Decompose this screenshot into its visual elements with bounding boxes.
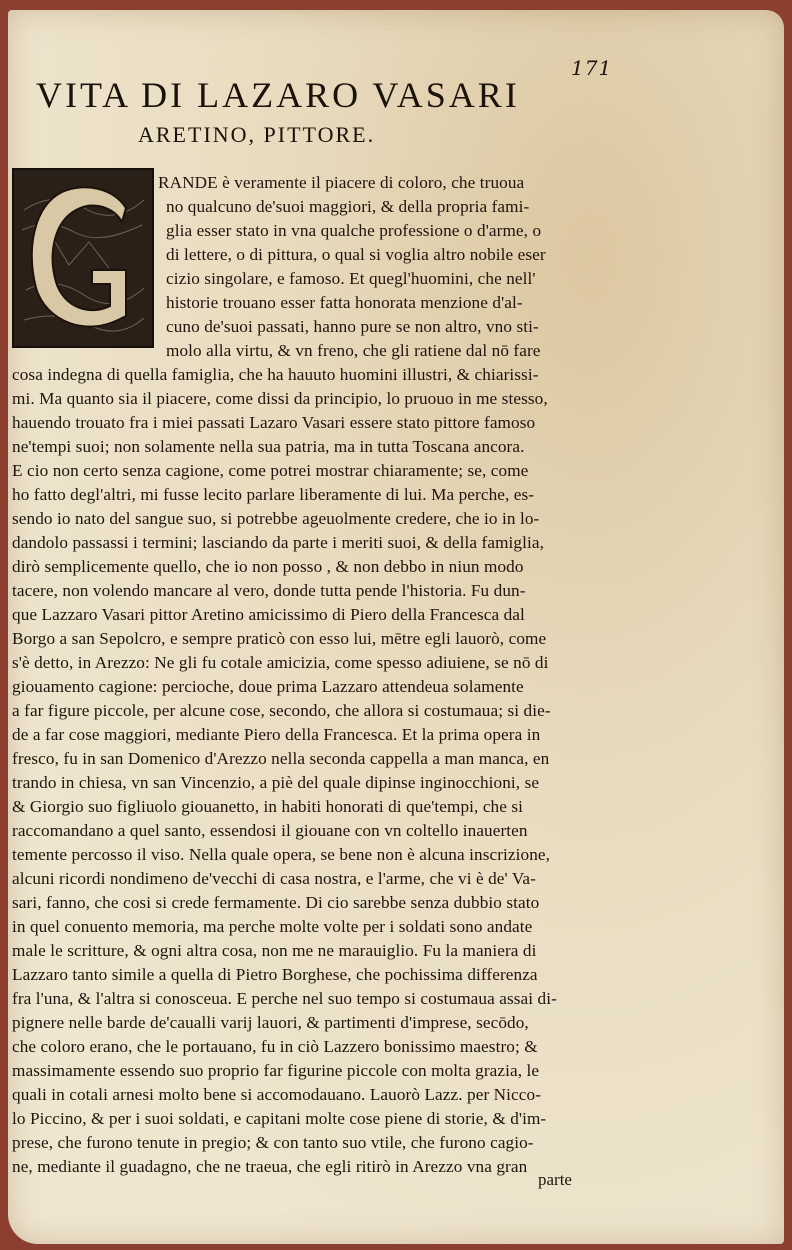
initial-letter: G [14,155,27,174]
text-line: che coloro erano, che le portauano, fu in ciò Lazzero bonissimo maestro; & [12,1037,538,1056]
text-line: & Giorgio suo figliuolo giouanetto, in habiti honorati di que'tempi, che si [12,797,524,816]
text-line: male le scritture, & ogni altra cosa, non me ne marauiglio. Fu la maniera di [12,941,537,960]
text-line: fresco, fu in san Domenico d'Arezzo nella seconda cappella a man manca, en [12,749,550,768]
text-line: ne, mediante il guadagno, che ne traeua, che egli ritirò in Arezzo vna gran [12,1157,528,1176]
text-line: lo Piccino, & per i suoi soldati, e capitani molte cose piene di storie, & d'im- [12,1109,547,1128]
text-line: alcuni ricordi nondimeno de'vecchi di casa nostra, e l'arme, che vi è de' Va- [12,869,536,888]
text-line: Borgo a san Sepolcro, e sempre praticò con esso lui, mētre egli lauorò, come [12,629,547,648]
text-line: hauendo trouato fra i miei passati Lazaro Vasari essere stato pittore famoso [12,413,536,432]
text-line: historie trouano esser fatta honorata menzione d'al- [166,293,523,312]
text-line: de a far cose maggiori, mediante Piero della Francesca. Et la prima opera in [12,725,541,744]
text-line: trando in chiesa, vn san Vincenzio, a piè del quale dipinse inginocchioni, se [12,773,540,792]
text-line: ne'tempi suoi; non solamente nella sua patria, ma in tutta Toscana ancora. [12,437,525,456]
text-line: cosa indegna di quella famiglia, che ha hauuto huomini illustri, & chiarissi- [12,365,539,384]
text-line: RANDE è veramente il piacere di coloro, che truoua [158,173,525,192]
text-line: massimamente essendo suo proprio far figurine piccole con molta grazia, le [12,1061,540,1080]
text-line: sari, fanno, che cosi si crede fermamente. Di cio sarebbe senza dubbio stato [12,893,540,912]
text-line: E cio non certo senza cagione, come potrei mostrar chiaramente; se, come [12,461,529,480]
text-line: tacere, non volendo mancare al vero, donde tutta pende l'historia. Fu dun- [12,581,526,600]
text-line: fra l'una, & l'altra si conosceua. E perche nel suo tempo si costumaua assai di- [12,989,557,1008]
text-line: s'è detto, in Arezzo: Ne gli fu cotale amicizia, come spesso adiuiene, se nō di [12,653,549,672]
text-line: temente percosso il viso. Nella quale opera, se bene non è alcuna inscrizione, [12,845,551,864]
text-line: Lazzaro tanto simile a quella di Pietro Borghese, che pochissima differenza [12,965,538,984]
text-line: que Lazzaro Vasari pittor Aretino amicissimo di Piero della Francesca dal [12,605,525,624]
text-line: in quel conuento memoria, ma perche molte volte per i soldati sono andate [12,917,533,936]
text-line: raccomandano a quel santo, essendosi il giouane con vn coltello inauerten [12,821,528,840]
page-title: VITA DI LAZARO VASARI [36,75,520,115]
text-line: molo alla virtu, & vn freno, che gli ratiene dal nō fare [166,341,541,360]
text-line: mi. Ma quanto sia il piacere, come dissi da principio, lo pruouo in me stesso, [12,389,548,408]
text-line: ho fatto degl'altri, mi fusse lecito parlare liberamente di lui. Ma perche, es- [12,485,535,504]
text-line: giouamento cagione: percioche, doue prima Lazzaro attendeua solamente [12,677,524,696]
book-page [8,10,784,1244]
text-line: dandolo passassi i termini; lasciando da parte i meriti suoi, & della famiglia, [12,533,544,552]
body-text [8,10,784,1244]
text-line: cizio singolare, e famoso. Et quegl'huomini, che nell' [166,269,536,288]
text-line: sendo io nato del sangue suo, si potrebbe ageuolmente credere, che io in lo- [12,509,540,528]
text-line: a far figure piccole, per alcune cose, secondo, che allora si costumaua; si die- [12,701,551,720]
text-line: glia esser stato in vna qualche professione o d'arme, o [166,221,542,240]
text-line: cuno de'suoi passati, hanno pure se non altro, vno sti- [166,317,539,336]
page-subtitle: ARETINO, PITTORE. [138,122,376,147]
text-line: prese, che furono tenute in pregio; & con tanto suo vtile, che furono cagio- [12,1133,534,1152]
text-line: no qualcuno de'suoi maggiori, & della propria fami- [166,197,530,216]
page-number: 171 [571,56,613,80]
text-line: quali in cotali arnesi molto bene si accomodauano. Lauorò Lazz. per Nicco- [12,1085,542,1104]
text-line: pignere nelle barde de'caualli varij lauori, & partimenti d'imprese, secōdo, [12,1013,529,1032]
text-line: di lettere, o di pittura, o qual si voglia altro nobile eser [166,245,546,264]
text-line: dirò semplicemente quello, che io non posso , & non debbo in niun modo [12,557,524,576]
catchword: parte [538,1170,572,1189]
